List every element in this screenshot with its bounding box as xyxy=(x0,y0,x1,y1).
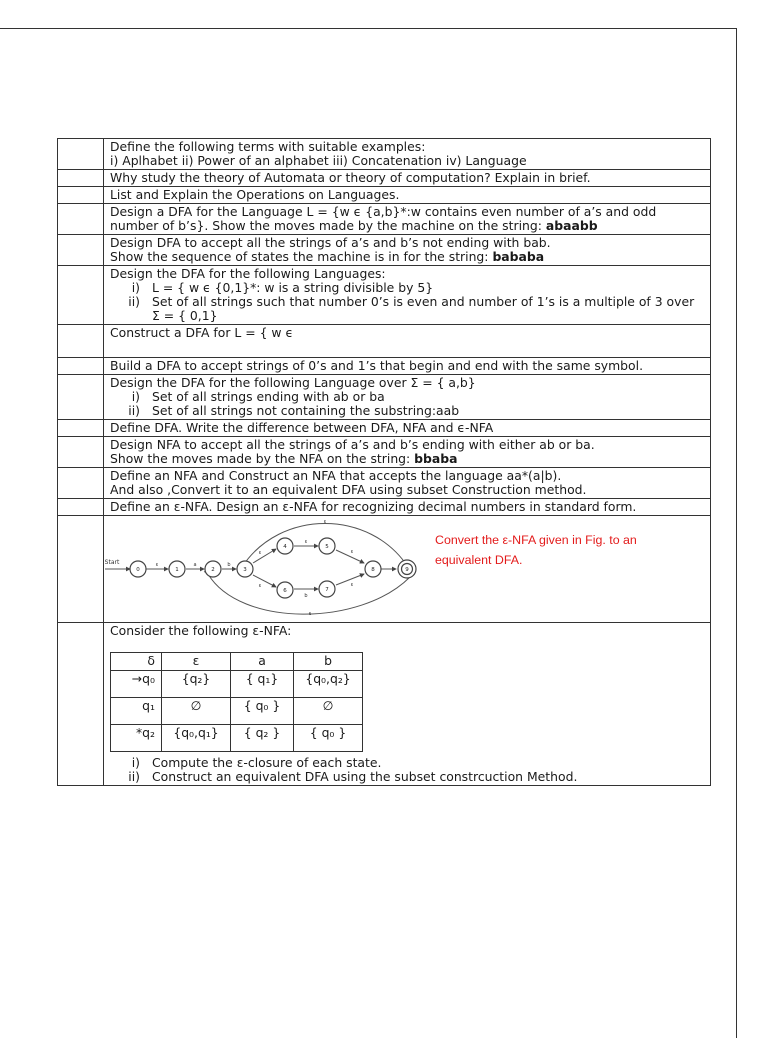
q2-text: Why study the theory of Automata or theory of computation? Explain in brief. xyxy=(110,170,591,185)
state-label: 7 xyxy=(325,587,329,593)
question-number-cell xyxy=(58,170,104,187)
question-text-cell xyxy=(104,468,711,499)
transition-cell: { q₀ } xyxy=(231,698,294,725)
q6-item xyxy=(110,281,704,295)
header-cell: a xyxy=(231,653,294,671)
q12-line2: And also ,Convert it to an equivalent DFA using subset Construction method. xyxy=(110,482,587,497)
transition-cell: {q₂} xyxy=(162,671,231,698)
question-text-cell xyxy=(104,499,711,516)
question-text-cell xyxy=(104,516,711,623)
edge-label: ε xyxy=(304,539,308,545)
transition-cell: { q₁} xyxy=(231,671,294,698)
transition-table xyxy=(110,652,363,752)
q11-string: bbaba xyxy=(414,451,458,466)
q10-text: Define DFA. Write the difference between DFA, NFA and ϵ-NFA xyxy=(110,420,494,435)
state-label: 5 xyxy=(325,544,329,550)
q11-line2 xyxy=(110,452,704,466)
edge-label: ε xyxy=(258,550,262,556)
edge-label: ε xyxy=(323,519,327,525)
q4-string: abaabb xyxy=(545,218,598,233)
state-label: 2 xyxy=(211,567,215,573)
item-text: Set of all strings ending with ab or ba xyxy=(152,389,385,404)
roman-numeral: ii) xyxy=(128,769,140,784)
q15-item xyxy=(110,756,704,770)
transition-cell: {q₀,q₁} xyxy=(162,725,231,752)
transition-cell: {q₀,q₂} xyxy=(294,671,363,698)
q6-intro: Design the DFA for the following Languages: xyxy=(110,266,386,281)
state-label: 8 xyxy=(371,567,375,573)
item-text: L = { w ϵ {0,1}*: w is a string divisible by 5} xyxy=(152,280,434,295)
question-number-cell xyxy=(58,623,104,786)
enfa-diagram xyxy=(104,517,420,621)
question-row xyxy=(58,266,711,325)
question-number-cell xyxy=(58,468,104,499)
transition-row xyxy=(111,725,363,752)
item-text: Set of all strings such that number 0’s is even and number of 1’s is a multiple of 3 over Σ = { 0,1} xyxy=(152,294,695,323)
question-row xyxy=(58,325,711,358)
transition-cell: ∅ xyxy=(162,698,231,725)
q15-item xyxy=(110,770,704,784)
q5-string: bababa xyxy=(492,249,545,264)
q11-line1: Design NFA to accept all the strings of a’s and b’s ending with either ab or ba. xyxy=(110,437,595,452)
edge-label: ε xyxy=(258,583,262,589)
question-number-cell xyxy=(58,499,104,516)
state-label: 0 xyxy=(136,567,140,573)
edge-label: b xyxy=(227,562,231,568)
question-text-cell xyxy=(104,204,711,235)
state-cell: *q₂ xyxy=(111,725,162,752)
edge-label: ε xyxy=(308,611,312,617)
question-row xyxy=(58,204,711,235)
q4-body: Design a DFA for the Language L = {w ϵ {a,b}*:w contains even number of a’s and odd number of b’s}. Show the moves made by the machine on the string: xyxy=(110,204,657,233)
item-text: Compute the ε-closure of each state. xyxy=(152,755,382,770)
edge-label: ε xyxy=(350,582,354,588)
question-number-cell xyxy=(58,420,104,437)
question-text-cell xyxy=(104,266,711,325)
question-number-cell xyxy=(58,204,104,235)
q4-text xyxy=(110,205,704,233)
header-cell: b xyxy=(294,653,363,671)
q5-line2-text: Show the sequence of states the machine is in for the string: xyxy=(110,249,489,264)
item-text: Set of all strings not containing the substring:aab xyxy=(152,403,460,418)
question-number-cell xyxy=(58,235,104,266)
transition-row xyxy=(111,698,363,725)
question-text-cell xyxy=(104,139,711,170)
question-number-cell xyxy=(58,266,104,325)
roman-numeral: ii) xyxy=(128,294,140,309)
q15-intro: Consider the following ε-NFA: xyxy=(110,623,292,638)
q9-intro: Design the DFA for the following Language over Σ = { a,b} xyxy=(110,375,476,390)
question-text-cell xyxy=(104,358,711,375)
q5-line2 xyxy=(110,250,704,264)
edge-label: ε xyxy=(155,562,159,568)
q8-text: Build a DFA to accept strings of 0’s and 1’s that begin and end with the same symbol. xyxy=(110,358,644,373)
q1-line1: Define the following terms with suitable examples: xyxy=(110,139,426,154)
q5-line1: Design DFA to accept all the strings of a’s and b’s not ending with bab. xyxy=(110,235,551,250)
q7-text: Construct a DFA for L = { w ϵ xyxy=(110,325,294,340)
state-label: 3 xyxy=(243,567,247,573)
edge-label: ε xyxy=(350,549,354,555)
header-cell: δ xyxy=(111,653,162,671)
question-number-cell xyxy=(58,437,104,468)
roman-numeral: ii) xyxy=(128,403,140,418)
question-row xyxy=(58,420,711,437)
transition-cell: { q₂ } xyxy=(231,725,294,752)
q9-item xyxy=(110,390,704,404)
q3-text: List and Explain the Operations on Languages. xyxy=(110,187,400,202)
header-cell: ε xyxy=(162,653,231,671)
state-cell: →q₀ xyxy=(111,671,162,698)
question-number-cell xyxy=(58,516,104,623)
roman-numeral: i) xyxy=(131,280,140,295)
question-text-cell xyxy=(104,170,711,187)
question-row xyxy=(58,499,711,516)
question-row xyxy=(58,623,711,786)
question-row xyxy=(58,358,711,375)
start-label: Start xyxy=(104,559,120,566)
question-text-cell xyxy=(104,623,711,786)
transition-cell: ∅ xyxy=(294,698,363,725)
question-number-cell xyxy=(58,139,104,170)
q9-item xyxy=(110,404,704,418)
question-row xyxy=(58,437,711,468)
question-row xyxy=(58,139,711,170)
question-row xyxy=(58,375,711,420)
transition-row xyxy=(111,671,363,698)
question-text-cell xyxy=(104,375,711,420)
transition-cell: { q₀ } xyxy=(294,725,363,752)
q1-line2: i) Aplhabet ii) Power of an alphabet iii) Concatenation iv) Language xyxy=(110,153,527,168)
edge-label: b xyxy=(304,593,308,599)
question-row xyxy=(58,235,711,266)
question-text-cell xyxy=(104,235,711,266)
question-row xyxy=(58,516,711,623)
q6-item xyxy=(110,295,704,323)
item-text: Construct an equivalent DFA using the subset constrcuction Method. xyxy=(152,769,578,784)
question-table xyxy=(57,138,711,786)
question-number-cell xyxy=(58,325,104,358)
question-row xyxy=(58,187,711,204)
question-row xyxy=(58,170,711,187)
figure-instruction: Convert the ε-NFA given in Fig. to an equivalent DFA. xyxy=(435,533,637,567)
enfa-figure-area xyxy=(104,517,704,621)
q12-line1: Define an NFA and Construct an NFA that accepts the language aa*(a|b). xyxy=(110,468,562,483)
q15-items xyxy=(110,756,704,784)
edge-label: a xyxy=(193,562,197,568)
state-label: 1 xyxy=(175,567,179,573)
question-number-cell xyxy=(58,358,104,375)
question-number-cell xyxy=(58,375,104,420)
roman-numeral: i) xyxy=(131,755,140,770)
state-label: 4 xyxy=(283,544,287,550)
state-cell: q₁ xyxy=(111,698,162,725)
state-label: 6 xyxy=(283,588,287,594)
q11-line2-text: Show the moves made by the NFA on the string: xyxy=(110,451,411,466)
q13-text: Define an ε-NFA. Design an ε-NFA for recognizing decimal numbers in standard form. xyxy=(110,499,637,514)
question-text-cell xyxy=(104,187,711,204)
roman-numeral: i) xyxy=(131,389,140,404)
question-text-cell xyxy=(104,325,711,358)
state-label: 9 xyxy=(405,567,409,573)
question-text-cell xyxy=(104,420,711,437)
question-number-cell xyxy=(58,187,104,204)
question-row xyxy=(58,468,711,499)
question-text-cell xyxy=(104,437,711,468)
transition-header-row xyxy=(111,653,363,671)
